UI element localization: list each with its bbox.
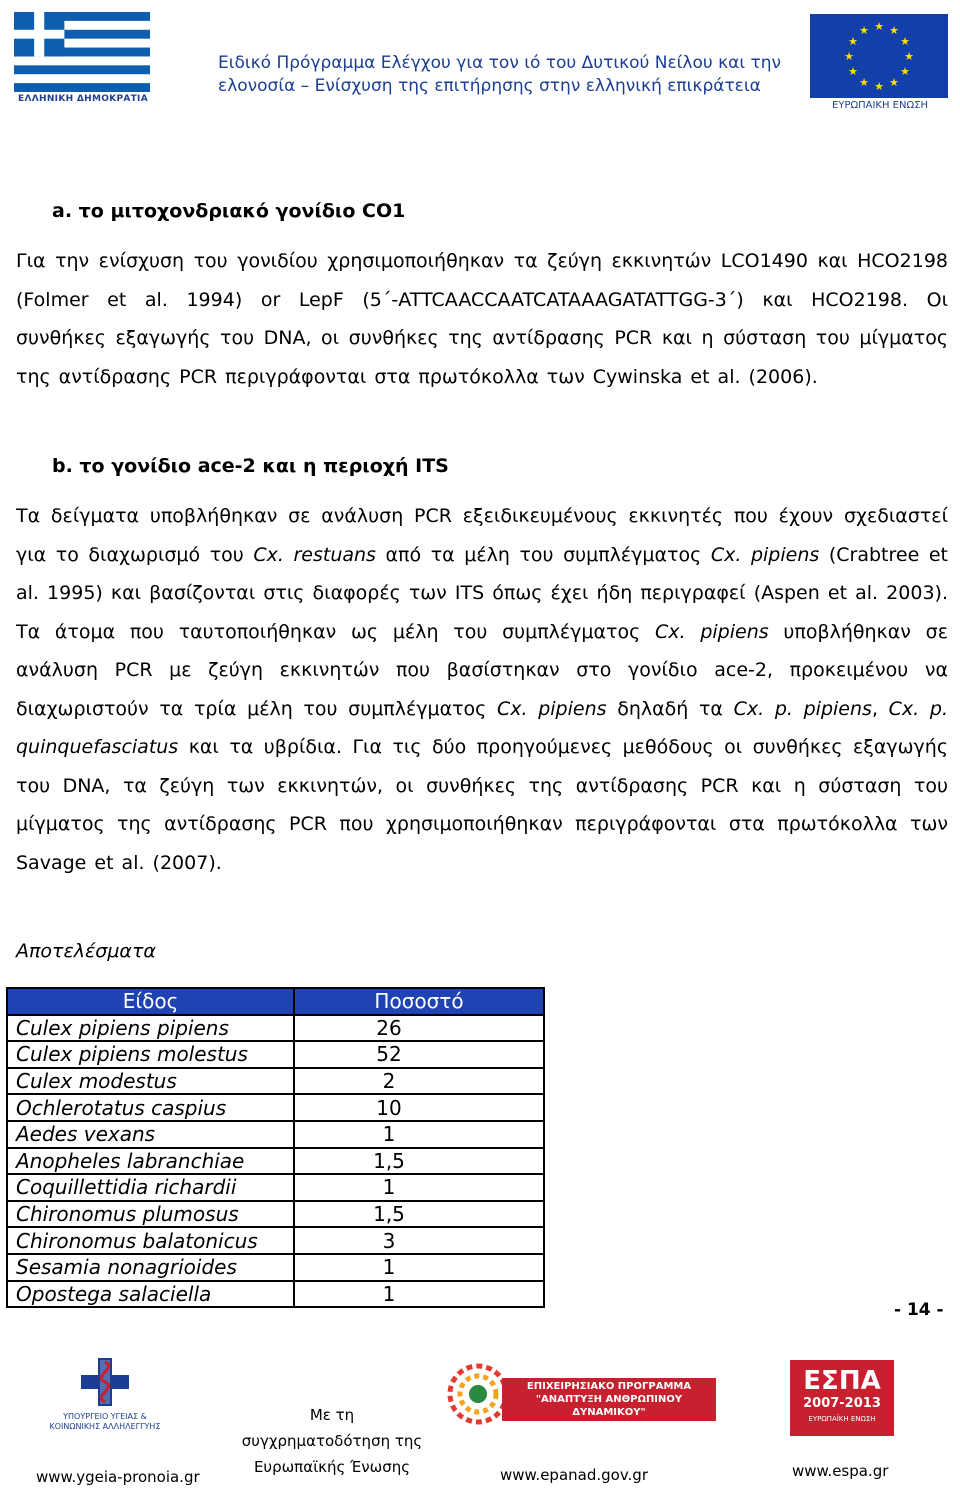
results-heading: Αποτελέσματα [16,940,156,962]
greek-flag-logo [14,12,152,104]
table-row [7,1015,544,1042]
svg-text:★: ★ [889,24,899,37]
svg-text:★: ★ [874,20,884,33]
epanad-caption-line-1: ΕΠΙΧΕΙΡΗΣΙΑΚΟ ΠΡΟΓΡΑΜΜΑ [526,1381,692,1392]
percentage-cell: 2 [294,1068,544,1095]
table-row [7,1068,544,1095]
text-run: υποβλήθηκαν σε ανάλυση PCR με ζεύγη εκκινητών που βασίστηκαν στο γονίδιο ace-2, προκειμένου να διαχωριστούν τα τρία μέλη του συμπλέγματος [16,620,948,720]
column-header-percentage: Ποσοστό [294,988,544,1015]
table-row [7,1174,544,1201]
percentage-cell: 52 [294,1041,544,1068]
cofunding-line-2: συγχρηματοδότηση της [241,1432,423,1450]
espa-subtitle: ΕΥΡΩΠΑΪΚΗ ΕΝΩΣΗ [808,1415,876,1423]
ministry-emblem-icon [40,1356,170,1408]
percentage-cell: 1,5 [294,1148,544,1175]
epanad-logo [446,1362,716,1432]
ministry-link[interactable]: www.ygeia-pronoia.gr [36,1468,200,1486]
species-cell: Culex pipiens molestus [7,1041,294,1068]
species-name: Cx. pipiens [655,620,769,643]
greek-flag-caption: ΕΛΛΗΝΙΚΗ ΔΗΜΟΚΡΑΤΙΑ [18,94,148,104]
text-run: Τα δείγματα υποβλήθηκαν σε ανάλυση PCR εξειδικευμένους εκκινητές που έχουν σχεδιαστεί για το διαχωρισμό του [16,505,948,566]
species-cell: Ochlerotatus caspius [7,1094,294,1121]
ministry-logo [40,1356,170,1441]
section-a-paragraph: Για την ενίσχυση του γονιδίου χρησιμοποιήθηκαν τα ζεύγη εκκινητών LCO1490 και HCO2198 (Folmer et al. 1994) or LepF (5΄-ATTCAACCAATCATAAAGATATTGG-3΄) και HCO2198. Οι συνθήκες εξαγωγής του DNA, οι συνθήκες της αντίδρασης PCR και η σύσταση του μίγματος της αντίδρασης PCR περιγράφονται στα πρωτόκολλα των Cywinska et al. (2006). [16,250,948,388]
svg-text:★: ★ [859,76,869,89]
header-title [218,52,798,98]
table-row [7,1041,544,1068]
table-row [7,1201,544,1228]
svg-text:★: ★ [900,35,910,48]
results-table [6,987,545,1308]
text-run: από τα μέλη του συμπλέγματος [375,543,711,566]
column-header-species: Είδος [7,988,294,1015]
page-number: - 14 - [894,1300,944,1320]
species-name: Cx. pipiens [710,543,820,566]
header-title-line-2: ελονοσία – Ενίσχυση της επιτήρησης στην ελληνική επικράτεια [218,76,761,96]
text-run: και τα υβρίδια. Για τις δύο προηγούμενες μεθόδους οι συνθήκες εξαγωγής του DNA, τα ζεύγη των εκκινητών, οι συνθήκες της αντίδρασης PCR και η σύσταση του μίγματος της αντίδρασης PCR που χρησιμοποιήθηκαν περιγράφονται στα πρωτόκολλα των Savage et al. (2007). [16,736,948,874]
svg-text:★: ★ [848,65,858,78]
ministry-caption [40,1412,170,1432]
espa-logo [790,1360,894,1436]
percentage-cell: 3 [294,1227,544,1254]
section-a-heading: a. το μιτοχονδριακό γονίδιο CO1 [52,200,406,222]
species-cell: Sesamia nonagrioides [7,1254,294,1281]
svg-text:★: ★ [874,80,884,93]
species-name: Cx. p. pipiens [733,697,872,720]
table-row [7,1094,544,1121]
species-cell: Culex pipiens pipiens [7,1015,294,1042]
svg-text:★: ★ [848,35,858,48]
ministry-caption-line-2: ΚΟΙΝΩΝΙΚΗΣ ΑΛΛΗΛΕΓΓΥΗΣ [49,1422,161,1431]
greek-flag-icon [14,12,150,92]
section-b-heading: b. το γονίδιο ace-2 και η περιοχή ITS [52,455,449,477]
svg-text:★: ★ [904,50,914,63]
table-row [7,1254,544,1281]
table-row [7,1227,544,1254]
cofunding-line-1: Με τη [309,1406,355,1424]
percentage-cell: 1 [294,1254,544,1281]
epanad-caption-line-2: "ΑΝΑΠΤΥΞΗ ΑΝΘΡΩΠΙΝΟΥ ΔΥΝΑΜΙΚΟΥ" [535,1394,683,1418]
species-cell: Culex modestus [7,1068,294,1095]
species-cell: Anopheles labranchiae [7,1148,294,1175]
header-title-line-1: Ειδικό Πρόγραμμα Ελέγχου για τον ιό του Δυτικού Νείλου και την [218,53,782,73]
epanad-link[interactable]: www.epanad.gov.gr [500,1466,648,1484]
section-b-paragraph [16,497,948,882]
table-row [7,1121,544,1148]
species-cell: Opostega salaciella [7,1281,294,1308]
cofunding-caption [232,1402,432,1480]
svg-text:★: ★ [844,50,854,63]
espa-link[interactable]: www.espa.gr [792,1462,889,1480]
cofunding-line-3: Ευρωπαϊκής Ένωσης [253,1458,411,1476]
percentage-cell: 26 [294,1015,544,1042]
percentage-cell: 1 [294,1174,544,1201]
text-run: (Crabtree et al. 1995) και βασίζονται στις διαφορές των ITS όπως έχει ήδη περιγραφεί (Aspen et al. 2003). Τα άτομα που ταυτοποιήθηκαν ως μέλη του συμπλέγματος [16,543,948,643]
eu-flag-caption: ΕΥΡΩΠΑΙΚΗ ΕΝΩΣΗ [832,100,928,111]
percentage-cell: 10 [294,1094,544,1121]
text-run: , [871,697,889,720]
epanad-emblem-icon [446,1362,510,1426]
table-header-row [7,988,544,1015]
svg-text:★: ★ [889,76,899,89]
eu-flag-logo [810,14,950,114]
espa-years: 2007-2013 [803,1396,881,1411]
species-name: Cx. p. quinquefasciatus [16,697,948,758]
table-row [7,1148,544,1175]
species-name: Cx. restuans [253,543,376,566]
espa-title: ΕΣΠΑ [803,1366,881,1396]
percentage-cell: 1 [294,1121,544,1148]
ministry-caption-line-1: ΥΠΟΥΡΓΕΙΟ ΥΓΕΙΑΣ & [63,1412,147,1421]
eu-flag-icon [810,14,948,98]
percentage-cell: 1 [294,1281,544,1308]
species-name: Cx. pipiens [496,697,607,720]
species-cell: Chironomus plumosus [7,1201,294,1228]
svg-text:★: ★ [900,65,910,78]
epanad-caption [502,1378,716,1421]
species-cell: Coquillettidia richardii [7,1174,294,1201]
svg-text:★: ★ [859,24,869,37]
species-cell: Aedes vexans [7,1121,294,1148]
species-cell: Chironomus balatonicus [7,1227,294,1254]
text-run: δηλαδή τα [606,697,734,720]
table-row [7,1281,544,1308]
percentage-cell: 1,5 [294,1201,544,1228]
